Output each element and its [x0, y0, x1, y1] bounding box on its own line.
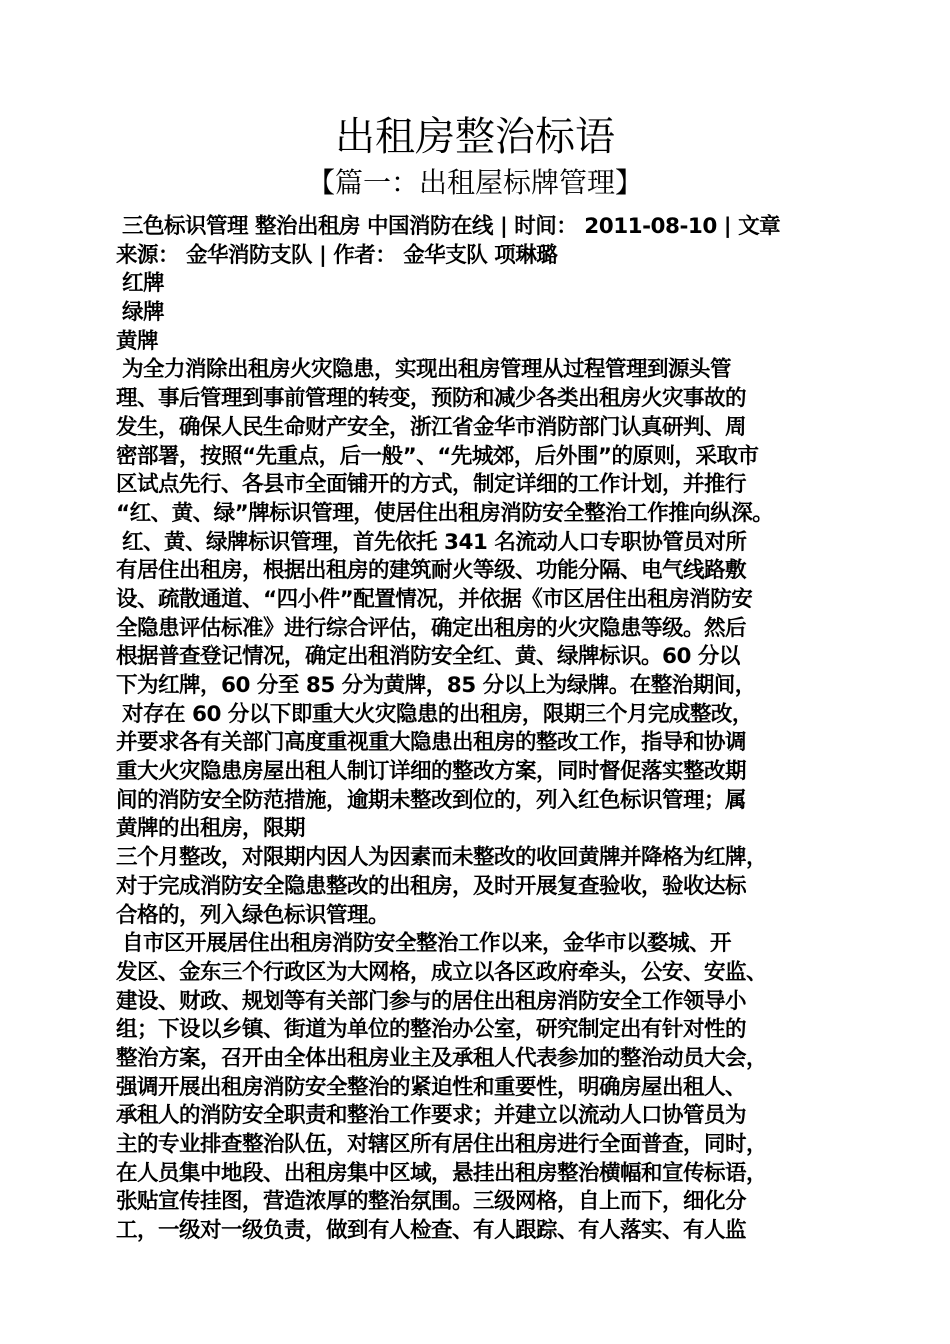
document-subtitle: 【篇一：出租屋标牌管理】	[306, 166, 643, 199]
body-line: 全隐患评估标准》进行综合评估，确定出租房的火灾隐患等级。然后	[116, 615, 747, 641]
body-line: 红牌	[122, 271, 165, 297]
body-line: 发区、金东三个行政区为大网格，成立以各区政府牵头，公安、安监、	[116, 959, 768, 985]
body-line: 来源： 金华消防支队 | 作者： 金华支队 项琳璐	[116, 242, 558, 268]
body-line: 黄牌的出租房，限期	[116, 816, 306, 842]
body-line: 设、疏散通道、“四小件”配置情况，并依据《市区居住出租房消防安	[116, 586, 753, 612]
body-line: 有居住出租房，根据出租房的建筑耐火等级、功能分隔、电气线路敷	[116, 558, 747, 584]
body-line: 在人员集中地段、出租房集中区域，悬挂出租房整治横幅和宣传标语，	[116, 1160, 768, 1186]
document-body	[116, 213, 841, 1246]
body-line: 三色标识管理 整治出租房 中国消防在线 | 时间： 2011-08-10 | 文章	[122, 214, 781, 239]
body-line: 发生，确保人民生命财产安全，浙江省金华市消防部门认真研判、周	[116, 414, 747, 440]
body-line: 密部署，按照“先重点，后一般”、“先城郊，后外围”的原则，采取市	[116, 443, 759, 469]
body-line: 强调开展出租房消防安全整治的紧迫性和重要性，明确房屋出租人、	[116, 1074, 747, 1100]
body-line: 合格的，列入绿色标识管理。	[116, 902, 390, 928]
body-line: 自市区开展居住出租房消防安全整治工作以来，金华市以婺城、开	[122, 931, 732, 957]
body-line: 组；下设以乡镇、街道为单位的整治办公室，研究制定出有针对性的	[116, 1017, 747, 1043]
body-line: 根据普查登记情况，确定出租消防安全红、黄、绿牌标识。60 分以	[116, 644, 740, 670]
body-line: 并要求各有关部门高度重视重大隐患出租房的整改工作，指导和协调	[116, 730, 747, 756]
body-line: 张贴宣传挂图，营造浓厚的整治氛围。三级网格，自上而下，细化分	[116, 1189, 747, 1215]
body-line: 对于完成消防安全隐患整改的出租房，及时开展复查验收，验收达标	[116, 873, 747, 899]
body-line: 三个月整改，对限期内因人为因素而未整改的收回黄牌并降格为红牌，	[116, 845, 768, 871]
body-line: 工，一级对一级负责，做到有人检查、有人跟踪、有人落实、有人监	[116, 1218, 747, 1244]
body-line: 红、黄、绿牌标识管理，首先依托 341 名流动人口专职协管员对所	[122, 529, 747, 555]
body-line: 区试点先行、各县市全面铺开的方式，制定详细的工作计划，并推行	[116, 472, 747, 498]
document-title: 出租房整治标语	[335, 114, 615, 160]
body-line: 承租人的消防安全职责和整治工作要求；并建立以流动人口协管员为	[116, 1103, 747, 1129]
body-line: 理、事后管理到事前管理的转变，预防和减少各类出租房火灾事故的	[116, 386, 747, 412]
body-line: 下为红牌，60 分至 85 分为黄牌，85 分以上为绿牌。在整治期间，	[116, 673, 756, 698]
body-line: 建设、财政、规划等有关部门参与的居住出租房消防安全工作领导小	[116, 988, 747, 1014]
body-line: 间的消防安全防范措施，逾期未整改到位的，列入红色标识管理；属	[116, 787, 747, 813]
body-line: 主的专业排查整治队伍，对辖区所有居住出租房进行全面普查，同时，	[116, 1132, 768, 1157]
body-line: 黄牌	[116, 328, 159, 354]
body-line: 对存在 60 分以下即重大火灾隐患的出租房，限期三个月完成整改，	[122, 701, 753, 727]
body-line: 为全力消除出租房火灾隐患，实现出租房管理从过程管理到源头管	[122, 357, 732, 383]
body-line: “红、黄、绿”牌标识管理，使居住出租房消防安全整治工作推向纵深。	[116, 500, 774, 526]
body-line: 绿牌	[122, 300, 165, 326]
body-line: 整治方案，召开由全体出租房业主及承租人代表参加的整治动员大会，	[116, 1045, 768, 1071]
body-line: 重大火灾隐患房屋出租人制订详细的整改方案，同时督促落实整改期	[116, 759, 747, 785]
